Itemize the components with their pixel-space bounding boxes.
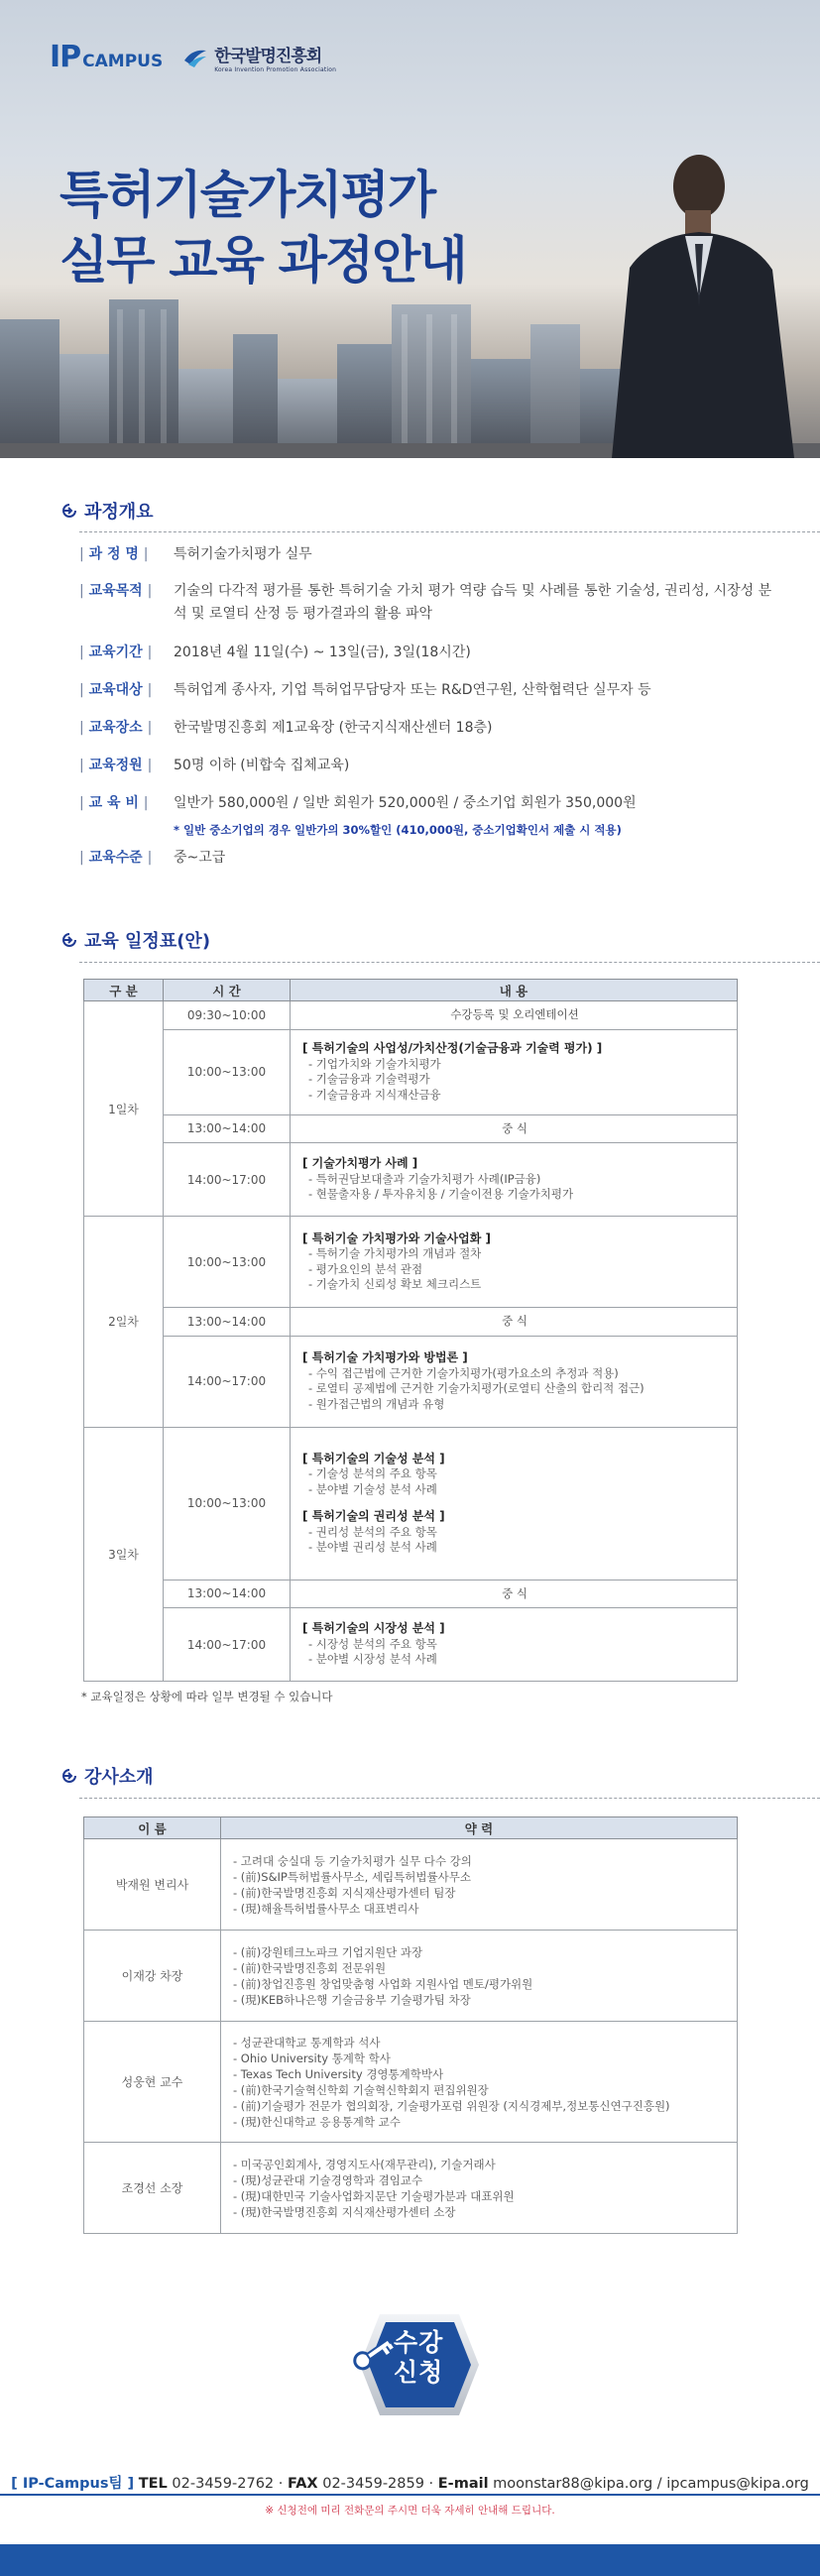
content-cell (291, 1608, 738, 1682)
lecturer-name: 조경선 소장 (84, 2143, 221, 2234)
table-row (84, 1580, 738, 1608)
topic-item: - 분야별 권리성 분석 사례 (308, 1540, 437, 1554)
overview-label: 교 육 비 (88, 795, 139, 811)
table-row (84, 1217, 738, 1308)
arrow-circle-icon (61, 1768, 77, 1784)
schedule-heading-text: 교육 일정표(안) (84, 931, 211, 952)
logo-row (50, 40, 336, 74)
logo-org-ko: 한국발명진흥회 (214, 46, 322, 66)
content-cell (291, 1143, 738, 1217)
career-item: - (前)S&IP특허법률사무소, 세림특허법률사무소 (233, 1869, 471, 1884)
overview-value: 특허업계 종사자, 기업 특허업무담당자 또는 R&D연구원, 산학협력단 실무자 등 (174, 682, 651, 698)
overview-row-fee: | 교 육 비 | 일반가 580,000원 / 일반 회원가 520,000원 / 중소기업 회원가 350,000원 * 일반 중소기업의 경우 일반가의 30%할인 (410,000원, 중소기업확인서 제출 시 적용) (79, 792, 778, 842)
career-item: - (前)한국발명진흥회 전문위원 (233, 1960, 387, 1975)
table-row (84, 1931, 738, 2022)
career-item: - (前)한국발명진흥회 지식재산평가센터 팀장 (233, 1885, 456, 1900)
overview-heading (61, 498, 154, 524)
overview-value: 일반가 580,000원 / 일반 회원가 520,000원 / 중소기업 회원가 350,000원 (174, 795, 637, 811)
topic-item: - 수익 접근법에 근거한 기술가치평가(평가요소의 추정과 적용) (308, 1365, 619, 1380)
overview-divider (79, 531, 820, 532)
table-row (84, 1029, 738, 1114)
lecturers-heading (61, 1763, 154, 1789)
topic-item: - 기술금융과 지식재산금융 (308, 1087, 441, 1102)
overview-value: 50명 이하 (비합숙 집체교육) (174, 758, 350, 773)
email-label: E-mail (437, 2476, 489, 2492)
overview-row-target: | 교육대상 | 특허업계 종사자, 기업 특허업무담당자 또는 R&D연구원, 산학협력단 실무자 등 (79, 679, 778, 702)
topic-title: [ 특허기술의 사업성/가치산정(기술금융과 기술력 평가) ] (302, 1041, 603, 1055)
table-row (84, 1608, 738, 1682)
time-cell: 13:00~14:00 (164, 1308, 291, 1337)
overview-value: 기술의 다각적 평가를 통한 특허기술 가치 평가 역량 습득 및 사례를 통한 기술성, 권리성, 시장성 분석 및 로열티 산정 등 평가결과의 활용 파악 (174, 583, 772, 622)
schedule-header-row (84, 980, 738, 1001)
table-row (84, 1336, 738, 1427)
time-cell: 14:00~17:00 (164, 1608, 291, 1682)
col-career: 약 력 (221, 1817, 738, 1839)
overview-heading-text: 과정개요 (84, 502, 154, 523)
career-item: - Texas Tech University 경영통계학박사 (233, 2066, 444, 2081)
time-cell: 09:30~10:00 (164, 1001, 291, 1030)
content-cell (291, 1217, 738, 1308)
ip-campus-logo (50, 40, 163, 74)
career-item: - (現)해율특허법률사무소 대표변리사 (233, 1901, 419, 1916)
logo-ip-sub: CAMPUS (82, 52, 164, 71)
topic-title: [ 특허기술 가치평가와 방법론 ] (302, 1350, 468, 1364)
table-row (84, 1001, 738, 1030)
topic-item: - 로열티 공제법에 근거한 기술가치평가(로열티 산출의 합리적 접근) (308, 1381, 644, 1395)
schedule-table (83, 979, 738, 1682)
topic-item: - 원가접근법의 개념과 유형 (308, 1396, 445, 1411)
fax-number: 02-3459-2859 (322, 2476, 424, 2492)
table-row (84, 2143, 738, 2234)
title-line-1: 특허기술가치평가 (59, 167, 435, 225)
overview-row-place: | 교육장소 | 한국발명진흥회 제1교육장 (한국지식재산센터 18층) (79, 717, 778, 740)
time-cell: 10:00~13:00 (164, 1217, 291, 1308)
lecturer-name: 성웅현 교수 (84, 2022, 221, 2143)
lecturers-table (83, 1816, 738, 2234)
lecturer-career (221, 2143, 738, 2234)
topic-item: - 특허권담보대출과 기술가치평가 사례(IP금융) (308, 1171, 541, 1186)
page-title (59, 164, 466, 294)
arrow-circle-icon (61, 503, 77, 519)
topic-title: [ 특허기술 가치평가와 기술사업화 ] (302, 1230, 491, 1245)
overview-value: 2018년 4월 11일(수) ~ 13일(금), 3일(18시간) (174, 644, 471, 660)
topic-item: - 분야별 기술성 분석 사례 (308, 1481, 437, 1496)
topic-item: - 특허기술 가치평가의 개념과 절차 (308, 1246, 482, 1260)
topic-title: [ 특허기술의 권리성 분석 ] (302, 1509, 445, 1523)
fee-discount-note: * 일반 중소기업의 경우 일반가의 30%할인 (410,000원, 중소기업확인서 제출 시 적용) (174, 823, 622, 837)
schedule-heading (61, 927, 210, 953)
lecturer-career (221, 1931, 738, 2022)
content-cell: 수강등록 및 오리엔테이션 (291, 1001, 738, 1030)
overview-label: 교육수준 (88, 850, 143, 866)
career-item: - 성균관대학교 통계학과 석사 (233, 2035, 381, 2049)
fax-label: FAX (287, 2476, 318, 2492)
lecturer-name: 박재원 변리사 (84, 1839, 221, 1931)
topic-item: - 평가요인의 분석 관점 (308, 1261, 423, 1276)
topic-title: [ 특허기술의 시장성 분석 ] (302, 1621, 445, 1636)
time-cell: 13:00~14:00 (164, 1580, 291, 1608)
topic-item: - 기술가치 신뢰성 확보 체크리스트 (308, 1277, 482, 1291)
email-address[interactable]: moonstar88@kipa.org / ipcampus@kipa.org (493, 2476, 809, 2492)
footer-notice: ※ 신청전에 미리 전화문의 주시면 더욱 자세히 안내해 드립니다. (265, 2505, 555, 2517)
topic-item: - 기술성 분석의 주요 항목 (308, 1466, 437, 1480)
career-item: - (前)강원테크노파크 기업지원단 과장 (233, 1944, 423, 1959)
overview-label: 교육장소 (88, 720, 143, 736)
topic-title: [ 특허기술의 기술성 분석 ] (302, 1451, 445, 1465)
content-cell (291, 1336, 738, 1427)
content-cell (291, 1427, 738, 1580)
career-item: - (前)창업진흥원 창업맞춤형 사업화 지원사업 멘토/평가위원 (233, 1976, 533, 1991)
career-item: - (現)대한민국 기술사업화지문단 기술평가분과 대표위원 (233, 2188, 515, 2203)
overview-label: 교육목적 (88, 583, 143, 599)
time-cell: 13:00~14:00 (164, 1114, 291, 1143)
col-category: 구 분 (84, 980, 164, 1001)
topic-item: - 현물출자용 / 투자유치용 / 기술이전용 기술가치평가 (308, 1187, 574, 1202)
overview-value: 한국발명진흥회 제1교육장 (한국지식재산센터 18층) (174, 720, 493, 736)
overview-row-period: | 교육기간 | 2018년 4월 11일(수) ~ 13일(금), 3일(18시간) (79, 642, 778, 664)
overview-row-purpose: | 교육목적 | 기술의 다각적 평가를 통한 특허기술 가치 평가 역량 습득 및 사례를 통한 기술성, 권리성, 시장성 분석 및 로열티 산정 등 평가결과의 활용 파악 (79, 580, 778, 626)
career-item: - (現)한국발명진흥회 지식재산평가센터 소장 (233, 2204, 456, 2219)
bottom-band (0, 2544, 820, 2576)
topic-item: - 권리성 분석의 주요 항목 (308, 1524, 437, 1539)
lecturer-name: 이재강 차장 (84, 1931, 221, 2022)
day-label: 1일차 (84, 1001, 164, 1217)
overview-label: 교육기간 (88, 644, 143, 660)
tel-number: 02-3459-2762 (172, 2476, 275, 2492)
apply-label-2: 신청 (394, 2358, 444, 2387)
lecturers-header-row (84, 1817, 738, 1839)
time-cell: 14:00~17:00 (164, 1336, 291, 1427)
hero-banner (0, 0, 820, 458)
table-row (84, 1308, 738, 1337)
day-label: 2일차 (84, 1217, 164, 1428)
lecturer-career (221, 2022, 738, 2143)
overview-row-name: | 과 정 명 | 특허기술가치평가 실무 (79, 543, 778, 566)
table-row (84, 1839, 738, 1931)
schedule-divider (79, 962, 820, 963)
overview-label: 교육정원 (88, 758, 143, 773)
overview-value: 특허기술가치평가 실무 (174, 546, 312, 562)
lunch-cell: 중 식 (291, 1308, 738, 1337)
career-item: - 미국공인회계사, 경영지도사(재무관리), 기술거래사 (233, 2157, 496, 2171)
apply-button[interactable] (342, 2310, 481, 2419)
overview-label: 과 정 명 (88, 546, 139, 562)
topic-title: [ 기술가치평가 사례 ] (302, 1156, 418, 1171)
apply-label-1: 수강 (394, 2328, 444, 2357)
career-item: - 고려대 숭실대 등 기술가치평가 실무 다수 강의 (233, 1853, 472, 1868)
title-line-2: 실무 교육 과정안내 (59, 232, 466, 291)
arrow-circle-icon (61, 932, 77, 948)
overview-value: 중~고급 (174, 850, 226, 866)
kipa-logo (182, 42, 336, 73)
lecturers-heading-text: 강사소개 (84, 1767, 154, 1788)
team-name: [ IP-Campus팀 ] (11, 2476, 135, 2492)
career-item: - (現)성균관대 기술경영학과 겸임교수 (233, 2172, 423, 2187)
table-row (84, 1427, 738, 1580)
footer-divider (0, 2494, 820, 2496)
logo-org-en: Korea Invention Promotion Association (214, 65, 337, 73)
career-item: - Ohio University 통계학 학사 (233, 2050, 391, 2065)
overview-label: 교육대상 (88, 682, 143, 698)
table-row (84, 1143, 738, 1217)
lecturers-divider (79, 1798, 820, 1799)
lunch-cell: 중 식 (291, 1580, 738, 1608)
col-content: 내 용 (291, 980, 738, 1001)
kipa-emblem-icon (182, 47, 208, 68)
time-cell: 10:00~13:00 (164, 1029, 291, 1114)
contact-info: [ IP-Campus팀 ] TEL 02-3459-2762 · FAX 02-3459-2859 · E-mail moonstar88@kipa.org / ipcampus@kipa.org (11, 2476, 809, 2492)
logo-ip-main: IP (50, 40, 81, 74)
table-row (84, 1114, 738, 1143)
schedule-note: * 교육일정은 상황에 따라 일부 변경될 수 있습니다 (81, 1690, 333, 1703)
lecturer-career (221, 1839, 738, 1931)
content-cell (291, 1029, 738, 1114)
time-cell: 10:00~13:00 (164, 1427, 291, 1580)
table-row (84, 2022, 738, 2143)
topic-item: - 시장성 분석의 주요 항목 (308, 1636, 437, 1651)
overview-row-level: | 교육수준 | 중~고급 (79, 847, 778, 870)
lunch-cell: 중 식 (291, 1114, 738, 1143)
time-cell: 14:00~17:00 (164, 1143, 291, 1217)
topic-item: - 기술금융과 기술력평가 (308, 1072, 430, 1086)
career-item: - (前)기술평가 전문가 협의회장, 기술평가포럼 위원장 (지식경제부,정보통신연구진흥원) (233, 2098, 670, 2113)
career-item: - (現)한신대학교 응용통계학 교수 (233, 2114, 401, 2129)
day-label: 3일차 (84, 1427, 164, 1682)
tel-label: TEL (138, 2476, 168, 2492)
career-item: - (前)한국기술혁신학회 기술혁신학회지 편집위원장 (233, 2082, 489, 2097)
overview-row-capacity: | 교육정원 | 50명 이하 (비합숙 집체교육) (79, 755, 778, 777)
col-name: 이 름 (84, 1817, 221, 1839)
col-time: 시 간 (164, 980, 291, 1001)
businessman-image (582, 149, 820, 458)
topic-item: - 분야별 시장성 분석 사례 (308, 1652, 437, 1667)
career-item: - (現)KEB하나은행 기술금융부 기술평가팀 차장 (233, 1992, 471, 2007)
topic-item: - 기업가치와 기술가치평가 (308, 1056, 441, 1071)
